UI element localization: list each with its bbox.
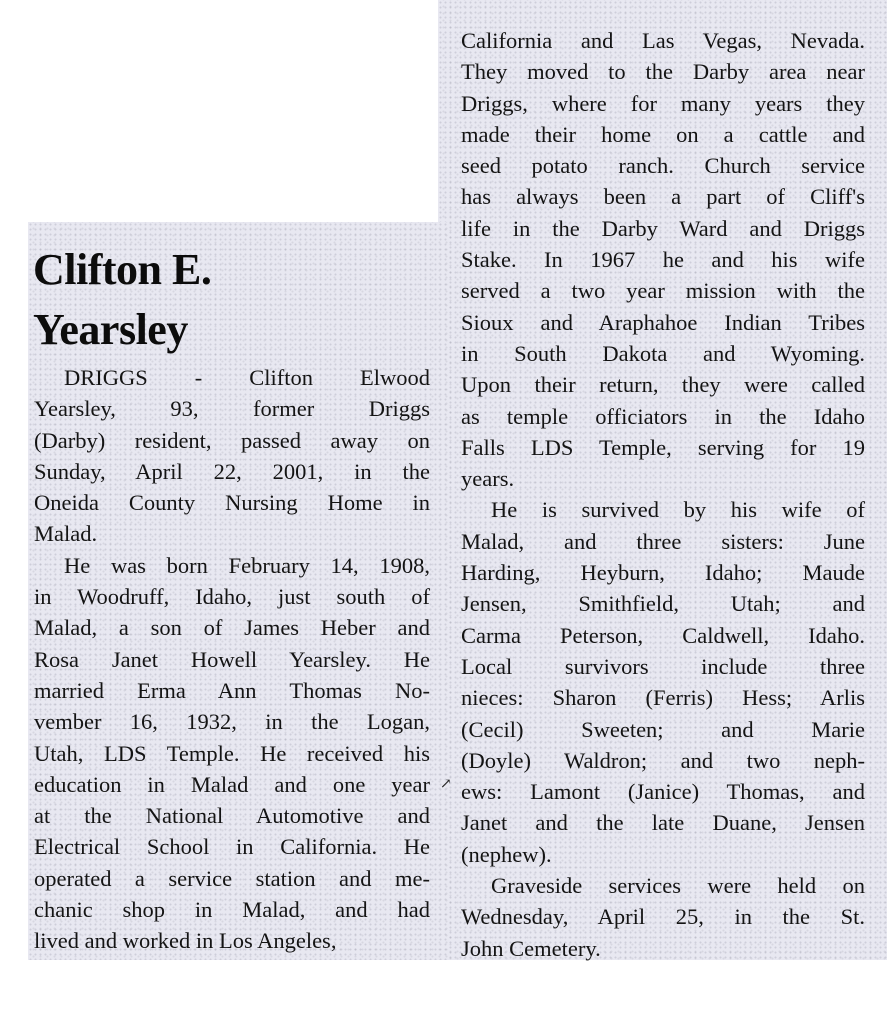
text-line: ews: Lamont (Janice) Thomas, and: [461, 779, 865, 805]
text-line: Jensen, Smithfield, Utah; and: [461, 591, 865, 617]
text-line: Falls LDS Temple, serving for 19: [461, 434, 865, 460]
text-line: Electrical School in California. He: [34, 834, 430, 860]
text-line: Carma Peterson, Caldwell, Idaho.: [461, 622, 865, 648]
text-line: Utah, LDS Temple. He received his: [34, 740, 430, 766]
text-line: in Woodruff, Idaho, just south of: [34, 584, 430, 610]
text-line: Malad, a son of James Heber and: [34, 615, 430, 641]
text-line: vember 16, 1932, in the Logan,: [34, 709, 430, 735]
text-line: has always been a part of Cliff's: [461, 184, 865, 210]
text-line: (nephew).: [461, 841, 552, 867]
text-line: lived and worked in Los Angeles,: [34, 928, 337, 954]
text-line: He was born February 14, 1908,: [64, 552, 430, 578]
right-text-column: [461, 25, 865, 964]
text-line: Wednesday, April 25, in the St.: [461, 904, 865, 930]
text-line: life in the Darby Ward and Driggs: [461, 215, 865, 241]
headline-line-1: Clifton E.: [33, 245, 212, 294]
text-line: (Darby) resident, passed away on: [34, 427, 430, 453]
text-line: in South Dakota and Wyoming.: [461, 340, 865, 366]
text-line: education in Malad and one year: [34, 771, 430, 797]
text-line: made their home on a cattle and: [461, 121, 865, 147]
headline-line-2: Yearsley: [33, 305, 188, 354]
text-line: Malad, and three sisters: June: [461, 528, 865, 554]
text-line: They moved to the Darby area near: [461, 59, 865, 85]
text-line: (Doyle) Waldron; and two neph-: [461, 747, 865, 773]
text-line: Graveside services were held on: [491, 873, 865, 899]
text-line: at the National Automotive and: [34, 803, 430, 829]
obituary-headline: [33, 240, 211, 360]
text-line: Oneida County Nursing Home in: [34, 490, 430, 516]
text-line: California and Las Vegas, Nevada.: [461, 28, 865, 53]
text-line: Malad.: [34, 521, 98, 547]
text-line: (Cecil) Sweeten; and Marie: [461, 716, 865, 742]
text-line: He is survived by his wife of: [491, 497, 865, 523]
text-line: nieces: Sharon (Ferris) Hess; Arlis: [461, 685, 865, 711]
text-line: Rosa Janet Howell Yearsley. He: [34, 646, 430, 672]
left-text-column: [34, 362, 430, 957]
text-line: Sunday, April 22, 2001, in the: [34, 458, 430, 484]
text-line: married Erma Ann Thomas No-: [34, 677, 430, 703]
text-line: served a two year mission with the: [461, 278, 865, 304]
text-line: years.: [461, 466, 515, 492]
text-line: Janet and the late Duane, Jensen: [461, 810, 865, 836]
text-line: Upon their return, they were called: [461, 372, 865, 398]
text-line: John Cemetery.: [461, 935, 601, 961]
text-line: operated a service station and me-: [34, 865, 430, 891]
stray-ink-mark: ↗: [440, 777, 452, 792]
text-line: Yearsley, 93, former Driggs: [34, 396, 430, 422]
text-line: chanic shop in Malad, and had: [34, 897, 430, 923]
text-line: Sioux and Araphahoe Indian Tribes: [461, 309, 865, 335]
text-line: seed potato ranch. Church service: [461, 153, 865, 179]
text-line: DRIGGS - Clifton Elwood: [64, 365, 430, 390]
text-line: as temple officiators in the Idaho: [461, 403, 865, 429]
text-line: Stake. In 1967 he and his wife: [461, 247, 865, 273]
text-line: Driggs, where for many years they: [461, 90, 865, 116]
text-line: Harding, Heyburn, Idaho; Maude: [461, 560, 865, 586]
text-line: Local survivors include three: [461, 653, 865, 679]
